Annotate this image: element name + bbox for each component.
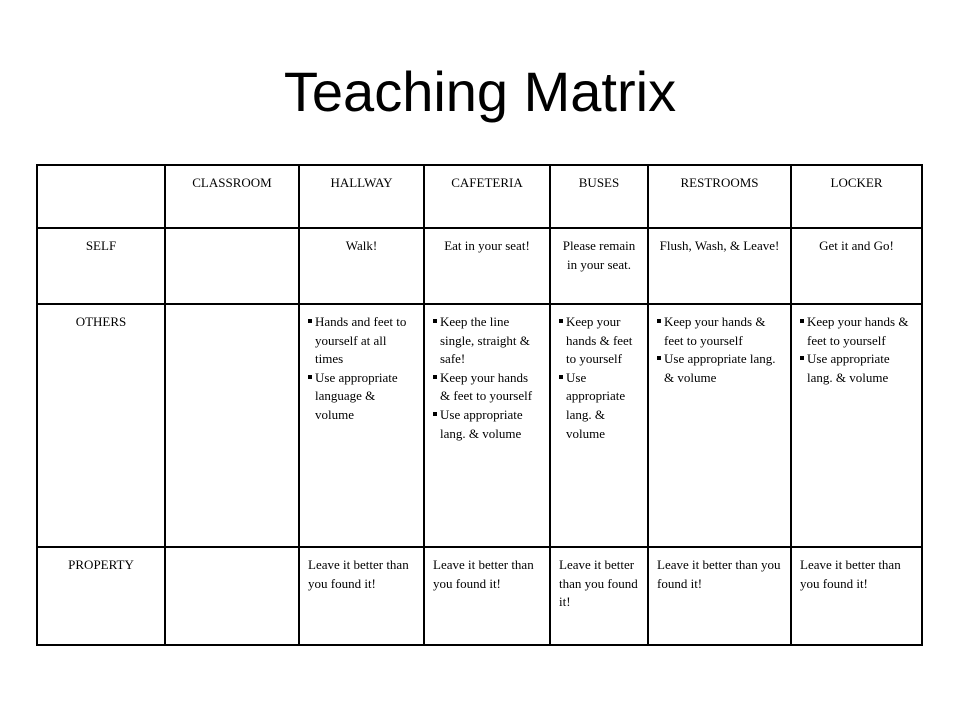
bullet-item: Keep your hands & feet to yourself [559,313,639,369]
cell-self-hallway: Walk! [299,228,424,304]
row-label-self: SELF [37,228,165,304]
column-header-classroom: CLASSROOM [165,165,299,228]
column-header-cafeteria: CAFETERIA [424,165,550,228]
bullet-item: Use appropriate lang. & volume [559,369,639,443]
cell-property-classroom [165,547,299,645]
column-header-buses: BUSES [550,165,648,228]
row-label-property: PROPERTY [37,547,165,645]
cell-self-locker: Get it and Go! [791,228,922,304]
header-row [37,165,922,228]
bullet-item: Keep your hands & feet to yourself [433,369,541,406]
teaching-matrix-table [36,164,923,646]
cell-others-locker [791,304,922,547]
slide-title: Teaching Matrix [283,60,677,123]
cell-property-restrooms: Leave it better than you found it! [648,547,791,645]
bullet-item: Use appropriate language & volume [308,369,415,425]
cell-self-cafeteria: Eat in your seat! [424,228,550,304]
bullet-item: Keep the line single, straight & safe! [433,313,541,369]
cell-others-buses [550,304,648,547]
column-header-locker: LOCKER [791,165,922,228]
cell-others-cafeteria [424,304,550,547]
header-corner [37,165,165,228]
row-others [37,304,922,547]
cell-self-buses: Please remain in your seat. [550,228,648,304]
bullet-item: Hands and feet to yourself at all times [308,313,415,369]
cell-others-hallway [299,304,424,547]
cell-property-cafeteria: Leave it better than you found it! [424,547,550,645]
column-header-restrooms: RESTROOMS [648,165,791,228]
bullet-item: Use appropriate lang. & volume [800,350,913,387]
cell-property-buses: Leave it better than you found it! [550,547,648,645]
cell-others-restrooms [648,304,791,547]
column-header-hallway: HALLWAY [299,165,424,228]
cell-property-hallway: Leave it better than you found it! [299,547,424,645]
bullet-item: Keep your hands & feet to yourself [657,313,782,350]
row-self [37,228,922,304]
bullet-item: Use appropriate lang. & volume [433,406,541,443]
cell-self-restrooms: Flush, Wash, & Leave! [648,228,791,304]
cell-others-classroom [165,304,299,547]
cell-self-classroom [165,228,299,304]
row-label-others: OTHERS [37,304,165,547]
bullet-item: Use appropriate lang. & volume [657,350,782,387]
cell-property-locker: Leave it better than you found it! [791,547,922,645]
row-property [37,547,922,645]
bullet-item: Keep your hands & feet to yourself [800,313,913,350]
